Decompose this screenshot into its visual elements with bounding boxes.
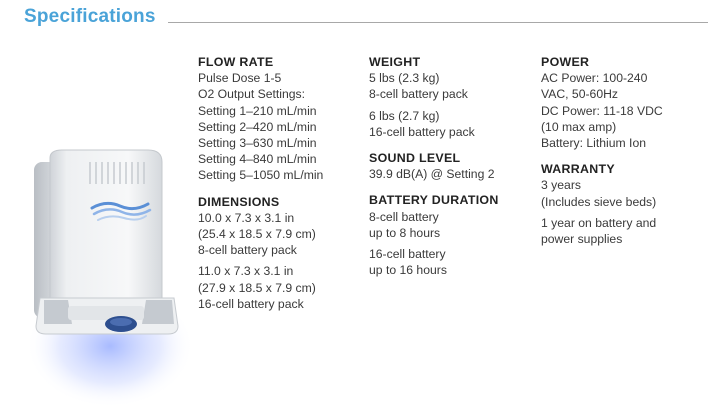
- page-title: Specifications: [24, 6, 156, 27]
- spec-line: 16-cell battery: [369, 247, 446, 262]
- spec-line: 3 years: [541, 178, 581, 193]
- spec-section-title: POWER: [541, 55, 590, 69]
- spec-line: Battery: Lithium Ion: [541, 136, 646, 151]
- spec-section-weight: [369, 54, 534, 140]
- spec-section-title: BATTERY DURATION: [369, 193, 499, 208]
- spec-line: (25.4 x 18.5 x 7.9 cm): [198, 227, 316, 242]
- spec-line: 16-cell battery pack: [198, 296, 304, 311]
- spec-line: VAC, 50-60Hz: [541, 87, 618, 102]
- spec-section-flow-rate: [198, 54, 363, 184]
- spec-section-title: WEIGHT: [369, 55, 421, 69]
- spec-line: (10 max amp): [541, 119, 617, 134]
- spec-line: 16-cell battery pack: [369, 124, 475, 139]
- spec-line: 8-cell battery pack: [198, 243, 297, 258]
- spec-section-power: [541, 54, 716, 151]
- spec-section-title: SOUND LEVEL: [369, 151, 461, 166]
- spec-line: 1 year on battery and: [541, 215, 657, 230]
- spec-line: up to 8 hours: [369, 225, 441, 240]
- spec-section-title: FLOW RATE: [198, 55, 274, 69]
- spec-section-dimensions: [198, 194, 363, 312]
- spec-column-2: [369, 54, 534, 288]
- spec-line: 39.9 dB(A) @ Setting 2: [369, 167, 495, 182]
- spec-line: Setting 3–630 mL/min: [198, 136, 317, 151]
- spec-line: DC Power: 11-18 VDC: [541, 103, 663, 118]
- spec-line: (Includes sieve beds): [541, 194, 657, 209]
- spec-line: AC Power: 100-240: [541, 71, 648, 86]
- spec-line: power supplies: [541, 232, 623, 247]
- spec-line: up to 16 hours: [369, 263, 447, 278]
- spec-section-title: WARRANTY: [541, 162, 615, 177]
- spec-line: (27.9 x 18.5 x 7.9 cm): [198, 280, 316, 295]
- spec-section-title: DIMENSIONS: [198, 194, 280, 209]
- spec-line: Setting 4–840 mL/min: [198, 152, 317, 167]
- spec-line: 8-cell battery pack: [369, 87, 468, 102]
- spec-section-sound-level: [369, 150, 534, 182]
- spec-line: 5 lbs (2.3 kg): [369, 71, 440, 86]
- spec-line: Setting 1–210 mL/min: [198, 103, 317, 118]
- spec-line: 11.0 x 7.3 x 3.1 in: [198, 264, 294, 279]
- spec-line: 6 lbs (2.7 kg): [369, 108, 440, 123]
- spec-line: Setting 5–1050 mL/min: [198, 168, 324, 183]
- spec-column-1: [198, 54, 363, 322]
- spec-line: 10.0 x 7.3 x 3.1 in: [198, 210, 295, 225]
- oxygen-concentrator-image: [28, 148, 193, 417]
- spec-line: Pulse Dose 1-5: [198, 71, 282, 86]
- spec-section-battery-duration: [369, 192, 534, 278]
- spec-column-3: [541, 54, 716, 257]
- spec-line: Setting 2–420 mL/min: [198, 119, 317, 134]
- title-divider: [168, 22, 708, 23]
- spec-line: 8-cell battery: [369, 209, 439, 224]
- spec-section-warranty: [541, 161, 716, 247]
- spec-line: O2 Output Settings:: [198, 87, 306, 102]
